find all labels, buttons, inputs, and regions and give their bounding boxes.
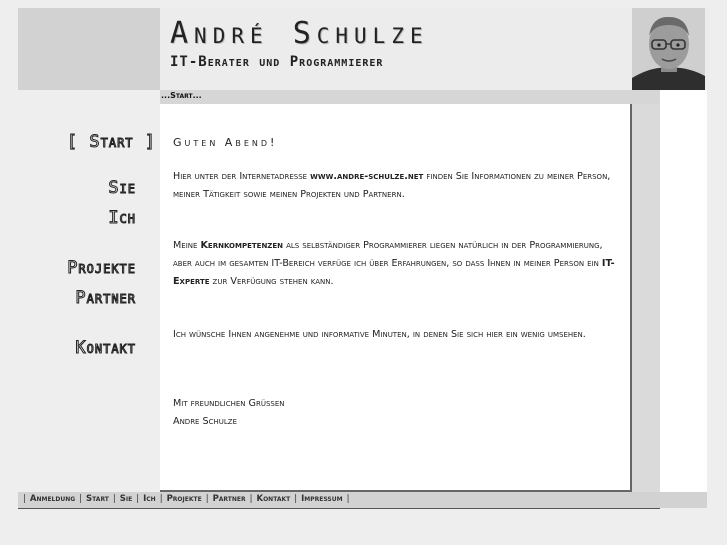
competence-paragraph bbox=[173, 237, 621, 291]
footer-separator: | bbox=[112, 494, 116, 504]
footer-link-impressum[interactable]: Impressum bbox=[301, 494, 343, 504]
intro-text-pre: Hier unter der Internetadresse bbox=[173, 171, 311, 182]
competence-text-mid: als selbständiger Programmierer liegen natürlich in der Programmierung, aber auch im gesamten IT-Bereich verfüge ich über Erfahrungen, so dass Ihnen in meiner Person ein bbox=[173, 240, 603, 269]
right-column bbox=[660, 90, 707, 492]
welcome-paragraph: Ich wünsche Ihnen angenehme und informative Minuten, in denen Sie sich hier ein wenig umsehen. bbox=[173, 329, 586, 340]
nav-sie[interactable]: Sie bbox=[108, 178, 136, 198]
right-column-strip bbox=[632, 104, 660, 492]
sidebar-nav bbox=[18, 104, 160, 492]
footer-separator: | bbox=[159, 494, 163, 504]
nav-start[interactable]: [ Start ] bbox=[66, 132, 156, 152]
site-title: André Schulze bbox=[170, 16, 429, 51]
expert-highlight: IT-Experte bbox=[173, 258, 615, 287]
footer-link-sie[interactable]: Sie bbox=[119, 494, 133, 504]
footer-link-ich[interactable]: Ich bbox=[143, 494, 156, 504]
portrait-icon bbox=[632, 8, 705, 90]
footer-separator: | bbox=[249, 494, 253, 504]
competence-highlight: Kernkompetenzen bbox=[200, 240, 284, 251]
competence-text-pre: Meine bbox=[173, 240, 201, 251]
footer-link-start[interactable]: Start bbox=[86, 494, 109, 504]
footer-separator: | bbox=[23, 494, 26, 504]
closing-line: Mit freundlichen Grüßen bbox=[173, 398, 285, 409]
competence-text-post: zur Verfügung stehen kann. bbox=[209, 276, 334, 287]
footer-nav bbox=[19, 494, 353, 504]
greeting-heading: Guten Abend! bbox=[173, 136, 278, 149]
intro-text-post: finden Sie Informationen zu meiner Person, meiner Tätigkeit sowie meinen Projekten und Partnern. bbox=[173, 171, 611, 200]
breadcrumb-bar bbox=[160, 90, 660, 104]
website-url: www.andre-schulze.net bbox=[310, 171, 424, 182]
footer-separator: | bbox=[294, 494, 298, 504]
footer-link-partner[interactable]: Partner bbox=[212, 494, 246, 504]
main-content bbox=[160, 104, 632, 492]
nav-projekte[interactable]: Projekte bbox=[67, 258, 136, 278]
nav-kontakt[interactable]: Kontakt bbox=[75, 338, 136, 358]
site-subtitle: IT-Berater und Programmierer bbox=[170, 54, 384, 70]
footer-separator: | bbox=[136, 494, 140, 504]
footer-link-anmeldung[interactable]: Anmeldung bbox=[29, 494, 76, 504]
portrait-photo bbox=[632, 8, 705, 90]
breadcrumb: ...Start... bbox=[161, 91, 202, 100]
intro-paragraph bbox=[173, 168, 621, 204]
footer-link-kontakt[interactable]: Kontakt bbox=[256, 494, 291, 504]
footer-divider bbox=[18, 508, 660, 509]
nav-ich[interactable]: Ich bbox=[108, 208, 136, 228]
signature: Andre Schulze bbox=[173, 416, 238, 427]
footer-separator: | bbox=[346, 494, 350, 504]
footer-link-projekte[interactable]: Projekte bbox=[166, 494, 202, 504]
footer-separator: | bbox=[205, 494, 209, 504]
footer-separator: | bbox=[79, 494, 83, 504]
nav-partner[interactable]: Partner bbox=[75, 288, 136, 308]
logo-area bbox=[18, 8, 160, 90]
